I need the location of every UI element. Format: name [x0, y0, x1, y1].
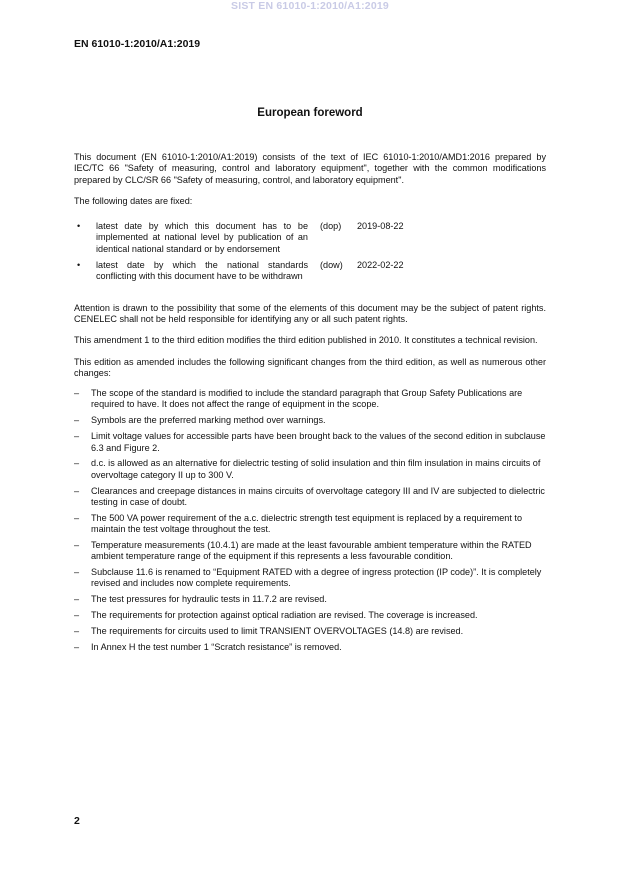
- dash-icon: –: [74, 512, 80, 523]
- patent-paragraph: Attention is drawn to the possibility that some of the elements of this document may be the subject of patent rights. CENELEC shall not be held responsible for identifying any or all such patent rights.: [74, 302, 546, 324]
- list-item: – Clearances and creepage distances in mains circuits of overvoltage category III and IV are subjected to dielectric testing in case of doubt.: [74, 485, 545, 507]
- dash-icon: –: [74, 610, 80, 621]
- list-item: – The requirements for circuits used to limit TRANSIENT OVERVOLTAGES (14.8) are revised.: [74, 626, 464, 637]
- list-item: – Symbols are the preferred marking method over warnings.: [74, 415, 326, 426]
- page-title: European foreword: [257, 107, 363, 119]
- date-abbreviation: (dop): [320, 221, 342, 232]
- list-item: – The scope of the standard is modified to include the standard paragraph that Group Safety Publications are required to have. It does not affect the range of equipment in the scope.: [74, 388, 523, 410]
- dash-icon: –: [74, 458, 80, 469]
- list-item: – In Annex H the test number 1 “Scratch resistance” is removed.: [74, 642, 342, 653]
- dash-icon: –: [74, 594, 80, 605]
- dash-icon: –: [74, 567, 80, 578]
- dash-icon: –: [74, 626, 80, 637]
- dates-list: [74, 221, 546, 282]
- date-item-dow: [74, 260, 546, 283]
- document-body: [74, 152, 546, 658]
- dash-icon: –: [74, 539, 80, 550]
- dash-icon: –: [74, 388, 80, 399]
- dash-icon: –: [74, 415, 80, 426]
- list-item: – Limit voltage values for accessible parts have been brought back to the values of the second edition in subclause 6.3 and Figure 2.: [74, 431, 546, 453]
- amendment-paragraph: This amendment 1 to the third edition modifies the third edition published in 2010. It constitutes a technical revision.: [74, 335, 538, 346]
- dash-icon: –: [74, 485, 80, 496]
- date-description: latest date by which this document has to be implemented at national level by publication of an identical national standard or by endorsement: [96, 221, 308, 254]
- list-item: – The 500 VA power requirement of the a.c. dielectric strength test equipment is replaced by a requirement to maintain the test voltage throughout the test.: [74, 512, 523, 535]
- intro-paragraph: This document (EN 61010-1:2010/A1:2019) consists of the text of IEC 61010-1:2010/AMD1:2016 prepared by IEC/TC 66 "Safety of measuring, control and laboratory equipment", together with the common modifications prepared by CLC/SR 66 "Safety of measuring, control, and laboratory equipment".: [74, 152, 546, 185]
- list-item: – The test pressures for hydraulic tests in 11.7.2 are revised.: [74, 594, 327, 605]
- dates-intro: The following dates are fixed:: [74, 195, 193, 206]
- standard-reference: EN 61010-1:2010/A1:2019: [74, 38, 201, 50]
- list-item: – Temperature measurements (10.4.1) are made at the least favourable ambient temperature within the RATED ambient temperature range of the equipment if this represents a less favourable condition.: [74, 539, 532, 562]
- dash-icon: –: [74, 642, 80, 653]
- bullet-icon: •: [77, 260, 81, 271]
- list-item: – Subclause 11.6 is renamed to “Equipment RATED with a degree of ingress protection (IP code)”. It is completely revised and includes now complete requirements.: [74, 567, 542, 589]
- date-item-dop: [74, 221, 546, 255]
- date-abbreviation: (dow): [320, 260, 343, 271]
- watermark: SIST EN 61010-1:2010/A1:2019: [231, 0, 389, 12]
- date-description: latest date by which the national standards conflicting with this document have to be withdrawn: [96, 260, 308, 282]
- bullet-icon: •: [77, 221, 81, 232]
- date-value: 2019-08-22: [357, 221, 404, 232]
- changes-list: [74, 388, 546, 653]
- page-number: 2: [74, 815, 80, 827]
- changes-intro: This edition as amended includes the following significant changes from the third edition, as well as numerous other changes:: [74, 356, 546, 378]
- dash-icon: –: [74, 431, 80, 442]
- list-item: – The requirements for protection against optical radiation are revised. The coverage is increased.: [74, 610, 478, 621]
- list-item: – d.c. is allowed as an alternative for dielectric testing of solid insulation and thin film insulation in mains circuits of overvoltage category II up to 300 V.: [74, 458, 541, 480]
- date-value: 2022-02-22: [357, 260, 404, 271]
